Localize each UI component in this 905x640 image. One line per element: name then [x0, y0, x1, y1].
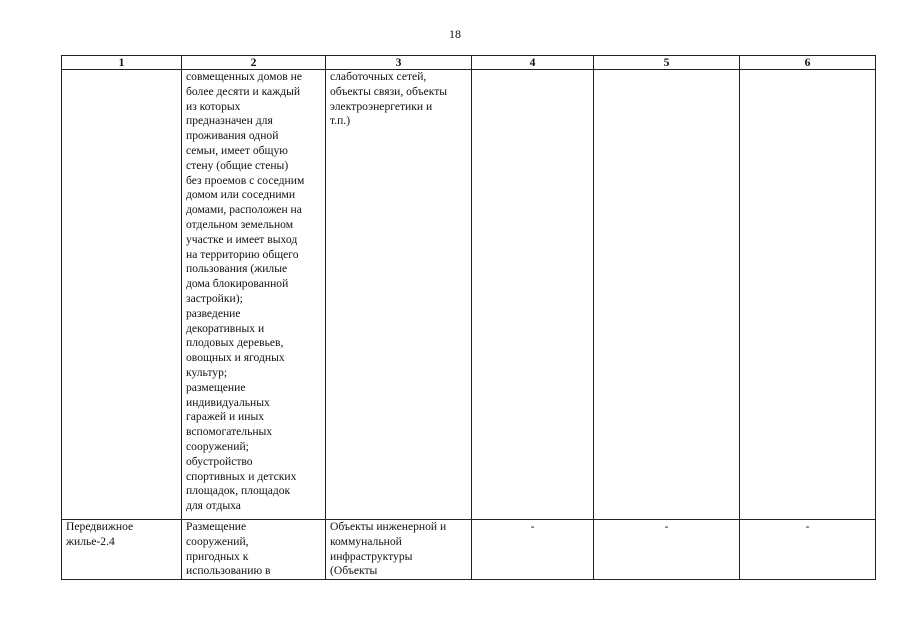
table-header-row — [62, 56, 876, 70]
cell-text: Объекты инженерной и коммунальной инфраструктуры (Объекты — [330, 520, 447, 578]
table-cell — [62, 520, 182, 580]
table-cell — [182, 520, 326, 580]
table-cell — [594, 70, 740, 520]
table-cell — [326, 520, 472, 580]
cell-text: Передвижное жилье-2.4 — [66, 520, 134, 548]
cell-text: слаботочных сетей, объекты связи, объекты электроэнергетики и т.п.) — [330, 70, 448, 128]
table-cell — [326, 70, 472, 520]
cell-text: совмещенных домов не более десяти и каждый из которых предназначен для проживания одной семьи, имеет общую стену (общие стены) без проемов с соседним домом или соседними домами, расположен на отдельном земельном участке и имеет выход на территорию общего пользования (жилые дома блокированной застройки); разведение декоративных и плодовых деревьев, овощных и ягодных культур; размещение индивидуальных гаражей и иных вспомогательных сооружений; обустройство спортивных и детских площадок, площадок для отдыха — [186, 70, 305, 513]
table-cell — [740, 70, 876, 520]
table-cell — [472, 520, 594, 580]
land-use-table — [61, 55, 876, 580]
page-number: 18 — [449, 27, 461, 41]
table-row — [62, 520, 876, 580]
table-cell — [594, 520, 740, 580]
cell-text: - — [664, 520, 669, 533]
table-cell — [182, 70, 326, 520]
column-header-4: 4 — [472, 56, 594, 70]
table-row — [62, 70, 876, 520]
column-header-1: 1 — [62, 56, 182, 70]
column-header-6: 6 — [740, 56, 876, 70]
table-cell — [740, 520, 876, 580]
column-header-5: 5 — [594, 56, 740, 70]
column-header-3: 3 — [326, 56, 472, 70]
cell-text: - — [805, 520, 810, 533]
cell-text: - — [530, 520, 535, 533]
table-cell — [62, 70, 182, 520]
cell-text: Размещение сооружений, пригодных к использованию в — [186, 520, 271, 578]
column-header-2: 2 — [182, 56, 326, 70]
table-cell — [472, 70, 594, 520]
